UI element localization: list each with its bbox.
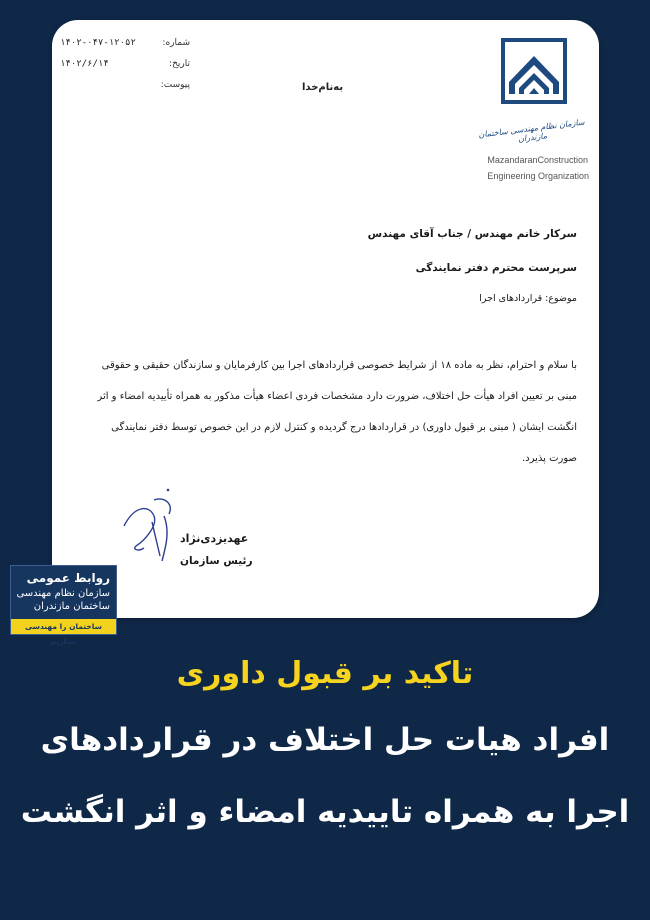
headline-line1: تاکید بر قبول داوری [176,656,474,691]
date-label: تاریخ: [169,59,190,69]
number-label: شماره: [162,38,190,48]
meta-attachment-row [60,80,210,101]
headline-line2: افراد هیات حل اختلاف در قراردادهای [40,722,610,758]
signatory-name: عهدیزدی‌نژاد [180,532,249,545]
badge-slogan: ساختمان را مهندسی بسازیم [11,619,116,634]
headline-line3: اجرا به همراه تاییدیه امضاء و اثر انگشت [20,794,630,830]
letter-number: ۱۴۰۲-۰۴۷-۱۲۰۵۲ [60,38,136,48]
recipient: سرپرست محترم دفتر نمایندگی [415,262,577,274]
organization-logo [477,38,586,144]
logo-english-line1: MazandaranConstruction [487,155,588,165]
salutation: سرکار خانم مهندس / جناب آقای مهندس [367,228,577,240]
logo-english-line2: Engineering Organization [487,171,589,181]
bismillah-heading: به‌نام‌خدا [302,82,344,93]
badge-line2: سازمان نظام مهندسی [16,588,110,599]
letter-date: ۱۴۰۲/۶/۱۴ [60,59,109,69]
public-relations-badge [10,565,117,646]
logo-english-name [487,152,589,184]
badge-line3: ساختمان مازندران [33,601,110,612]
letter-paragraph: با سلام و احترام، نظر به ماده ۱۸ از شرایط خصوصی قراردادهای اجرا بین کارفرمایان و سازندگان حقیقی و حقوقی مبنی بر تعیین افراد هیأت حل اختلاف، ضرورت دارد مشخصات فردی اعضاء هیأت مذکور به همراه تأییدیه امضاء و اثر انگشت ایشان ( مبنی بر قبول داوری) در قراردادها درج گردیده و کنترل لازم در این خصوص توسط دفتر نمایندگی صورت پذیرد. [97,360,577,464]
badge-line1: روابط عمومی [26,571,110,585]
letter-meta [60,38,210,101]
letter-page [52,20,599,618]
building-logo-icon [501,38,567,104]
meta-number-row [60,38,210,59]
signatory-title: رئیس سازمان [180,555,253,567]
logo-persian-name: سازمان نظام مهندسی ساختمان مازندران [477,117,586,144]
meta-date-row [60,59,210,80]
handwritten-signature [114,486,184,576]
attachment-label: پیوست: [160,80,190,90]
subject-line: موضوع: قراردادهای اجرا [479,293,577,304]
